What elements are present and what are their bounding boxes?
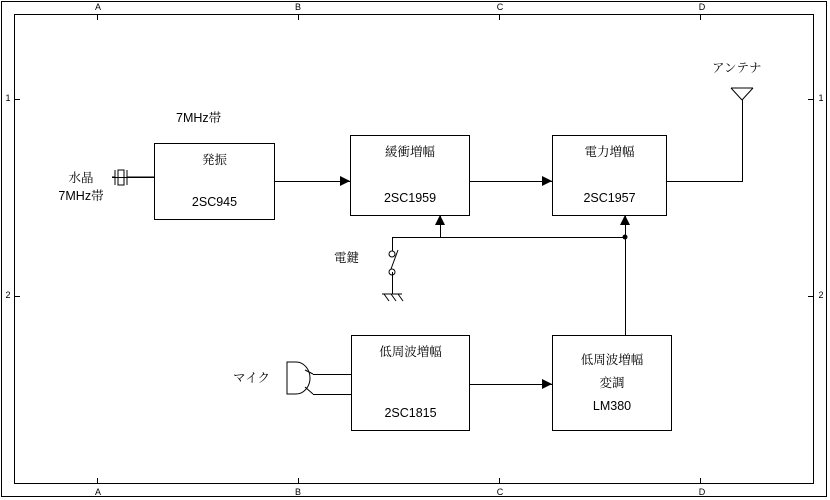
frame-tick-right-2 — [808, 296, 814, 297]
block-power-amp-line-1: 電力増幅 — [584, 145, 635, 159]
block-modulator-line-3: LM380 — [592, 398, 632, 413]
wire-key-to-ground — [392, 272, 393, 294]
label-band-7mhz: 7MHz帯 — [176, 111, 222, 125]
frame-tick-top-a — [97, 14, 98, 20]
wire-af-to-mod — [470, 384, 552, 385]
block-modulator-line-1: 低周波増幅 — [580, 352, 644, 367]
block-oscillator-line-1: 発振 — [201, 153, 227, 167]
zone-label-bottom-d: D — [698, 487, 706, 497]
block-buffer-amp[interactable] — [350, 135, 470, 216]
label-antenna: アンテナ — [712, 61, 762, 75]
wire-mod-into-pa — [625, 215, 626, 238]
wire-key-into-buffer — [440, 215, 441, 238]
block-oscillator-line-2: 2SC945 — [191, 195, 238, 209]
frame-tick-top-b — [298, 14, 299, 20]
wire-crystal-to-osc — [112, 177, 154, 178]
zone-label-top-b: B — [294, 2, 301, 12]
wire-mic-top — [313, 374, 351, 375]
zone-label-bottom-a: A — [94, 487, 101, 497]
block-buffer-amp-line-1: 緩衝増幅 — [384, 145, 435, 159]
zone-label-bottom-b: B — [294, 487, 301, 497]
block-buffer-amp-line-2: 2SC1959 — [383, 191, 437, 205]
frame-tick-top-d — [700, 14, 701, 20]
frame-tick-left-2 — [14, 296, 20, 297]
zone-label-top-a: A — [94, 2, 101, 12]
zone-label-bottom-c: C — [496, 487, 504, 497]
label-crystal-1: 水晶 — [68, 171, 94, 185]
block-modulator[interactable] — [552, 335, 672, 431]
zone-label-left-1: 1 — [5, 93, 11, 103]
frame-tick-bottom-b — [298, 478, 299, 484]
block-af-amp-line-1: 低周波増幅 — [379, 345, 442, 359]
wire-key-top-stub — [392, 237, 393, 251]
frame-tick-bottom-c — [499, 478, 500, 484]
wire-pa-to-antenna-h — [667, 181, 743, 182]
label-key: 電鍵 — [334, 251, 360, 265]
zone-label-top-c: C — [496, 2, 504, 12]
block-af-amp[interactable] — [351, 335, 470, 431]
block-modulator-line-2: 変調 — [599, 375, 625, 390]
frame-tick-top-c — [499, 14, 500, 20]
block-af-amp-line-2: 2SC1815 — [384, 406, 437, 420]
zone-label-left-2: 2 — [5, 290, 11, 300]
wire-pa-to-antenna-v — [742, 100, 743, 182]
wire-key-to-node-h — [392, 237, 440, 238]
label-microphone: マイク — [233, 371, 271, 385]
block-power-amp[interactable] — [552, 135, 667, 216]
block-power-amp-line-2: 2SC1957 — [583, 191, 636, 205]
wire-mod-bus-h — [440, 237, 626, 238]
wire-mod-to-pa-v — [625, 237, 626, 335]
zone-label-top-d: D — [698, 2, 706, 12]
frame-tick-bottom-a — [97, 478, 98, 484]
zone-label-right-2: 2 — [818, 290, 824, 300]
block-oscillator[interactable] — [154, 143, 275, 220]
zone-label-right-1: 1 — [818, 93, 824, 103]
wire-buffer-to-pa — [470, 181, 552, 182]
frame-tick-bottom-d — [700, 478, 701, 484]
label-crystal-2: 7MHz帯 — [58, 189, 104, 203]
frame-tick-left-1 — [14, 99, 20, 100]
frame-tick-right-1 — [808, 99, 814, 100]
wire-mic-bottom — [313, 394, 351, 395]
wire-osc-to-buffer — [275, 181, 350, 182]
